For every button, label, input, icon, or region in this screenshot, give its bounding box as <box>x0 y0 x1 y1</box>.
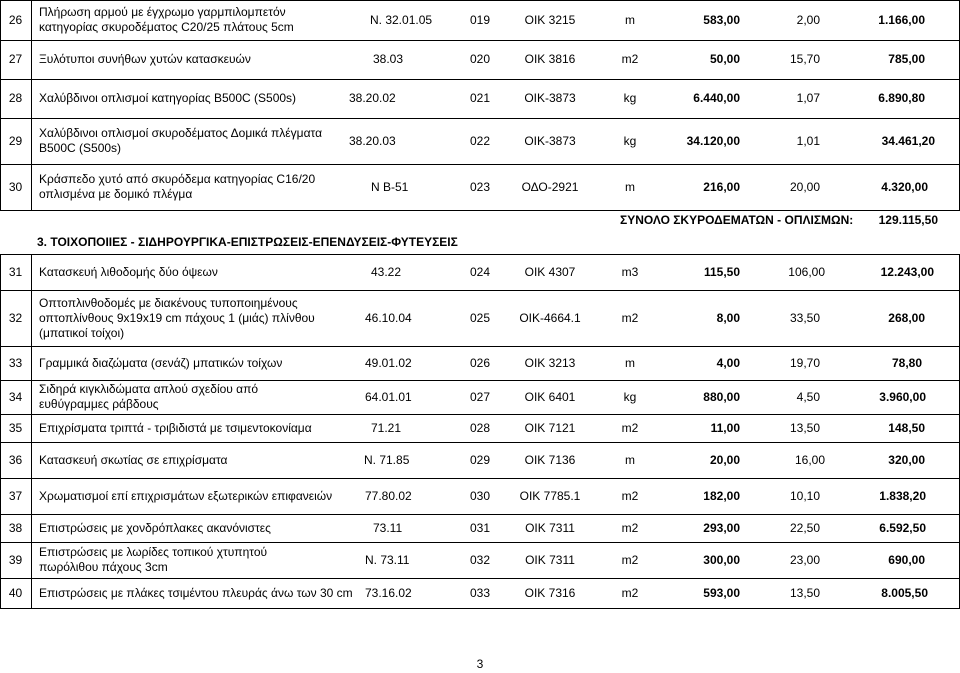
row-article: Ν. 32.01.05 <box>370 12 433 27</box>
row-number: 36 <box>8 452 23 467</box>
row-revision: ΟΙΚ 3816 <box>524 52 576 66</box>
row-total: 34.461,20 <box>881 133 935 148</box>
row-article: 71.21 <box>371 420 402 435</box>
row-description: Οπτοπλινθοδομές με διακένους τυποποιημένους οπτοπλίνθους 9x19x19 cm πάχους 1 (μιάς) πλίνθου (μπατικοί τοίχοι) <box>39 295 315 340</box>
row-price: 1,07 <box>796 91 820 105</box>
row-revision: ΟΙΚ 3215 <box>524 12 576 27</box>
row-total: 6.890,80 <box>878 91 925 105</box>
row-revision: ΟΙΚ 6401 <box>524 389 576 404</box>
row-description: Επιχρίσματα τριπτά - τριβιδιστά με τσιμεντοκονίαμα <box>39 420 312 435</box>
row-code: 022 <box>469 133 491 148</box>
row-code: 023 <box>469 179 491 194</box>
row-code: 024 <box>469 264 491 279</box>
row-price: 33,50 <box>789 310 820 325</box>
row-description: Χρωματισμοί επί επιχρισμάτων εξωτερικών επιφανειών <box>39 488 333 503</box>
row-code: 020 <box>469 52 491 66</box>
row-quantity: 880,00 <box>703 389 740 404</box>
row-unit: m3 <box>621 264 639 279</box>
row-number: 34 <box>8 389 23 404</box>
row-quantity: 11,00 <box>710 420 740 435</box>
row-code: 021 <box>469 91 491 105</box>
row-total: 148,50 <box>888 420 925 435</box>
row-price: 23,00 <box>789 552 820 567</box>
row-article: 49.01.02 <box>365 355 412 370</box>
row-code: 025 <box>469 310 491 325</box>
row-code: 028 <box>469 420 491 435</box>
row-quantity: 4,00 <box>716 355 740 370</box>
row-price: 106,00 <box>788 264 825 279</box>
row-price: 13,50 <box>789 420 820 435</box>
row-total: 690,00 <box>888 552 925 567</box>
row-unit: m <box>625 355 635 370</box>
row-price: 10,10 <box>789 488 820 503</box>
row-revision: ΟΙΚ-4664.1 <box>519 310 581 325</box>
row-price: 22,50 <box>789 520 820 535</box>
section-title: 3. ΤΟΙΧΟΠΟΙΙΕΣ - ΣΙΔΗΡΟΥΡΓΙΚΑ-ΕΠΙΣΤΡΩΣΕΙΣ-ΕΠΕΝΔΥΣΕΙΣ-ΦΥΤΕΥΣΕΙΣ <box>37 234 458 249</box>
subtotal-label: ΣΥΝΟΛΟ ΣΚΥΡΟΔΕΜΑΤΩΝ - ΟΠΛΙΣΜΩΝ: <box>620 212 854 227</box>
row-number: 28 <box>8 91 23 105</box>
row-description: Ξυλότυποι συνήθων χυτών κατασκευών <box>39 52 251 66</box>
row-unit: m2 <box>621 552 639 567</box>
row-total: 78,80 <box>891 355 922 370</box>
row-total: 3.960,00 <box>879 389 926 404</box>
row-code: 031 <box>469 520 491 535</box>
row-price: 16,00 <box>794 452 825 467</box>
row-revision: ΟΙΚ 7136 <box>524 452 576 467</box>
row-revision: ΟΙΚ 7121 <box>524 420 576 435</box>
row-quantity: 593,00 <box>703 585 740 600</box>
row-revision: ΟΔΟ-2921 <box>521 179 579 194</box>
row-number: 39 <box>8 552 23 567</box>
row-article: 38.20.03 <box>349 133 396 148</box>
row-number: 38 <box>8 520 23 535</box>
row-total: 4.320,00 <box>881 179 928 194</box>
row-unit: m2 <box>621 585 639 600</box>
row-revision: ΟΙΚ-3873 <box>524 133 576 148</box>
row-quantity: 182,00 <box>703 488 740 503</box>
row-quantity: 20,00 <box>709 452 740 467</box>
row-price: 20,00 <box>789 179 820 194</box>
row-number: 35 <box>8 420 23 435</box>
page-number: 3 <box>476 656 484 671</box>
row-quantity: 216,00 <box>703 179 740 194</box>
row-unit: m2 <box>621 420 639 435</box>
row-article: 73.16.02 <box>365 585 412 600</box>
row-description: Πλήρωση αρμού με έγχρωμο γαρμπιλομπετόν κατηγορίας σκυροδέματος C20/25 πλάτους 5cm <box>39 5 294 34</box>
row-unit: kg <box>623 91 637 105</box>
row-description: Επιστρώσεις με χονδρόπλακες ακανόνιστες <box>39 520 271 535</box>
row-unit: m2 <box>621 520 639 535</box>
row-description: Σιδηρά κιγκλιδώματα απλού σχεδίου από ευθύγραμμες ράβδους <box>39 382 259 411</box>
row-article: 73.11 <box>373 520 403 535</box>
row-revision: ΟΙΚ 7311 <box>525 520 575 535</box>
row-article: Ν. 73.11 <box>365 552 410 567</box>
row-quantity: 34.120,00 <box>686 133 740 148</box>
row-total: 12.243,00 <box>880 264 934 279</box>
row-code: 029 <box>469 452 491 467</box>
row-revision: ΟΙΚ 7311 <box>525 552 575 567</box>
row-quantity: 8,00 <box>716 310 740 325</box>
subtotal-value: 129.115,50 <box>878 212 938 227</box>
row-article: 43.22 <box>371 264 402 279</box>
row-quantity: 6.440,00 <box>693 91 740 105</box>
row-description: Χαλύβδινοι οπλισμοί σκυροδέματος Δομικά πλέγματα B500C (S500s) <box>39 126 323 155</box>
row-revision: ΟΙΚ 4307 <box>524 264 576 279</box>
row-quantity: 115,50 <box>703 264 740 279</box>
row-number: 32 <box>8 310 23 325</box>
row-code: 033 <box>469 585 491 600</box>
row-total: 6.592,50 <box>879 520 926 535</box>
row-description: Επιστρώσεις με πλάκες τσιμέντου πλευράς άνω των 30 cm <box>39 585 353 600</box>
row-unit: m <box>625 179 635 194</box>
row-total: 785,00 <box>888 52 925 66</box>
row-code: 026 <box>469 355 491 370</box>
row-price: 4,50 <box>796 389 820 404</box>
row-description: Επιστρώσεις με λωρίδες τοπικού χτυπητού πωρόλιθου πάχους 3cm <box>39 545 268 574</box>
row-number: 31 <box>8 264 23 279</box>
row-description: Κράσπεδο χυτό από σκυρόδεμα κατηγορίας C16/20 οπλισμένα με δομικό πλέγμα <box>39 172 316 201</box>
row-article: 46.10.04 <box>365 310 412 325</box>
row-number: 29 <box>8 133 23 148</box>
row-description: Γραμμικά διαζώματα (σενάζ) μπατικών τοίχων <box>39 355 283 370</box>
row-revision: ΟΙΚ 7785.1 <box>519 488 581 503</box>
row-number: 27 <box>8 52 23 66</box>
row-unit: kg <box>623 133 637 148</box>
row-quantity: 50,00 <box>709 52 740 66</box>
row-total: 1.166,00 <box>878 12 925 27</box>
row-article: 38.03 <box>373 52 404 66</box>
row-article: 77.80.02 <box>365 488 412 503</box>
row-number: 33 <box>8 355 23 370</box>
row-total: 268,00 <box>888 310 925 325</box>
row-description: Κατασκευή λιθοδομής δύο όψεων <box>39 264 218 279</box>
row-article: Ν. 71.85 <box>364 452 410 467</box>
row-article: 64.01.01 <box>365 389 412 404</box>
row-quantity: 293,00 <box>703 520 740 535</box>
row-unit: kg <box>623 389 637 404</box>
row-revision: ΟΙΚ 7316 <box>524 585 576 600</box>
row-code: 019 <box>469 12 491 27</box>
row-price: 15,70 <box>789 52 820 66</box>
row-description: Κατασκευή σκωτίας σε επιχρίσματα <box>39 452 228 467</box>
row-article: 38.20.02 <box>349 91 396 105</box>
row-number: 30 <box>8 179 23 194</box>
row-code: 032 <box>469 552 491 567</box>
row-code: 027 <box>469 389 491 404</box>
row-price: 1,01 <box>796 133 820 148</box>
row-quantity: 300,00 <box>703 552 740 567</box>
row-price: 13,50 <box>789 585 820 600</box>
row-unit: m2 <box>621 488 639 503</box>
row-number: 26 <box>8 12 23 27</box>
row-unit: m2 <box>621 310 639 325</box>
row-revision: ΟΙΚ-3873 <box>524 91 576 105</box>
row-total: 320,00 <box>888 452 925 467</box>
row-description: Χαλύβδινοι οπλισμοί κατηγορίας B500C (S500s) <box>39 91 297 105</box>
row-number: 37 <box>8 488 23 503</box>
row-revision: ΟΙΚ 3213 <box>524 355 576 370</box>
row-unit: m <box>625 12 635 27</box>
row-code: 030 <box>469 488 491 503</box>
row-total: 8.005,50 <box>881 585 928 600</box>
row-unit: m <box>625 452 635 467</box>
row-price: 19,70 <box>789 355 820 370</box>
row-unit: m2 <box>621 52 639 66</box>
row-total: 1.838,20 <box>879 488 926 503</box>
row-number: 40 <box>8 585 23 600</box>
row-article: Ν Β-51 <box>371 179 409 194</box>
row-quantity: 583,00 <box>703 12 740 27</box>
row-price: 2,00 <box>796 12 820 27</box>
